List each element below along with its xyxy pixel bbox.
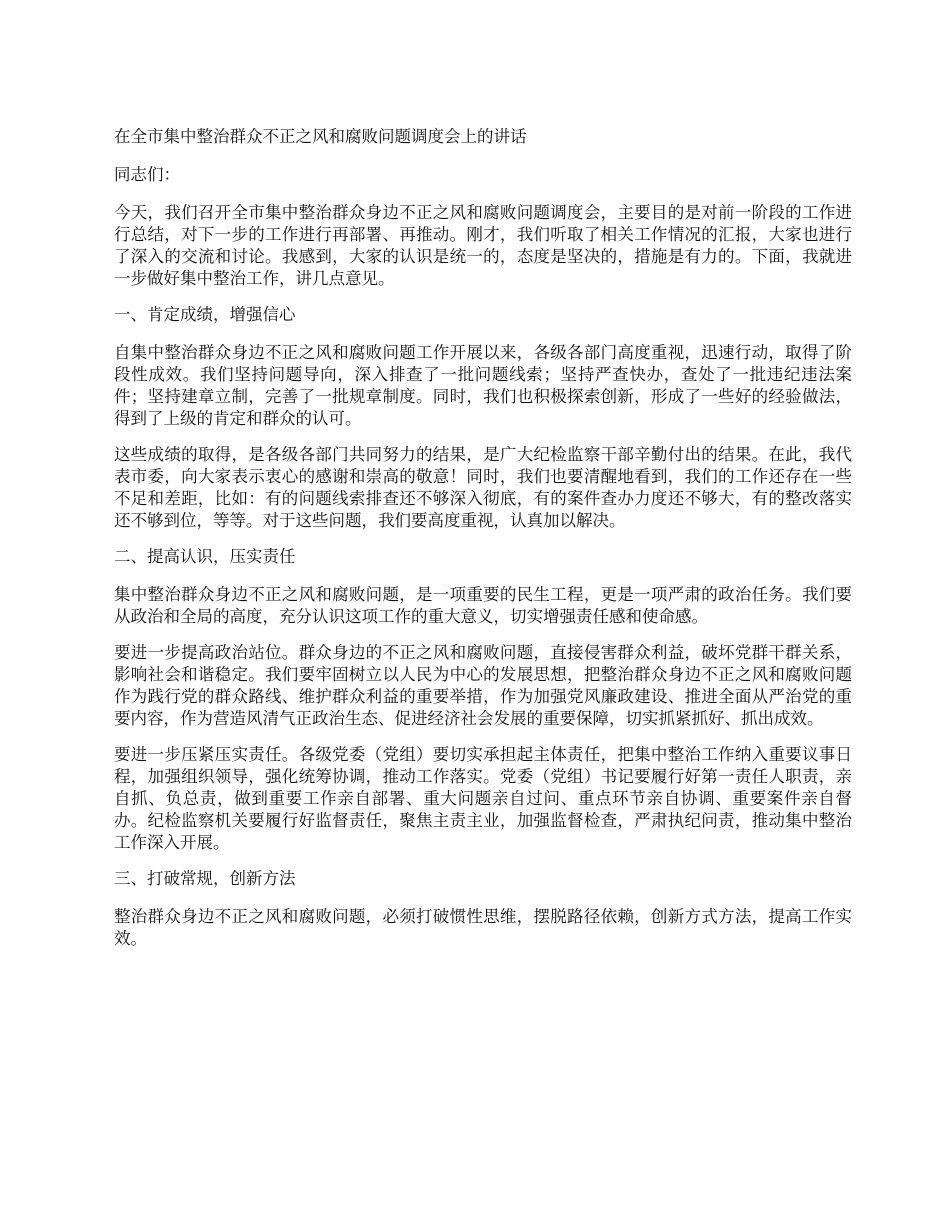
intro-paragraph: 今天，我们召开全市集中整治群众身边不正之风和腐败问题调度会，主要目的是对前一阶段的工作进行总结，对下一步的工作进行再部署、再推动。刚才，我们听取了相关工作情况的汇报，大家也进行了深入的交流和讨论。我感到，大家的认识是统一的，态度是坚决的，措施是有力的。下面，我就进一步做好集中整治工作，讲几点意见。 [114, 203, 852, 288]
document-title: 在全市集中整治群众不正之风和腐败问题调度会上的讲话 [114, 127, 527, 146]
section-1-paragraph-1: 自集中整治群众身边不正之风和腐败问题工作开展以来，各级各部门高度重视，迅速行动，取得了阶段性成效。我们坚持问题导向，深入排查了一批问题线索；坚持严查快办，查处了一批违纪违法案件；坚持建章立制，完善了一批规章制度。同时，我们也积极探索创新，形成了一些好的经验做法，得到了上级的肯定和群众的认可。 [114, 343, 852, 428]
section-heading-2: 二、提高认识，压实责任 [114, 547, 296, 566]
section-3-paragraph-1: 整治群众身边不正之风和腐败问题，必须打破惯性思维，摆脱路径依赖，创新方式方法，提高工作实效。 [114, 907, 852, 948]
section-heading-1: 一、肯定成绩，增强信心 [114, 305, 296, 324]
section-heading-3: 三、打破常规，创新方法 [114, 869, 296, 888]
section-2-paragraph-1: 集中整治群众身边不正之风和腐败问题，是一项重要的民生工程，更是一项严肃的政治任务。我们要从政治和全局的高度，充分认识这项工作的重大意义，切实增强责任感和使命感。 [114, 585, 852, 626]
document-page [114, 118, 852, 964]
section-2-paragraph-3: 要进一步压紧压实责任。各级党委（党组）要切实承担起主体责任，把集中整治工作纳入重要议事日程，加强组织领导，强化统筹协调，推动工作落实。党委（党组）书记要履行好第一责任人职责，亲自抓、负总责，做到重要工作亲自部署、重大问题亲自过问、重点环节亲自协调、重要案件亲自督办。纪检监察机关要履行好监督责任，聚焦主责主业，加强监督检查，严肃执纪问责，推动集中整治工作深入开展。 [114, 745, 852, 852]
section-2-paragraph-2: 要进一步提高政治站位。群众身边的不正之风和腐败问题，直接侵害群众利益，破坏党群干群关系，影响社会和谐稳定。我们要牢固树立以人民为中心的发展思想，把整治群众身边不正之风和腐败问题作为践行党的群众路线、维护群众利益的重要举措，作为加强党风廉政建设、推进全面从严治党的重要内容，作为营造风清气正政治生态、促进经济社会发展的重要保障，切实抓紧抓好、抓出成效。 [114, 643, 852, 728]
salutation: 同志们： [114, 165, 180, 184]
section-1-paragraph-2: 这些成绩的取得，是各级各部门共同努力的结果，是广大纪检监察干部辛勤付出的结果。在此，我代表市委，向大家表示衷心的感谢和崇高的敬意！同时，我们也要清醒地看到，我们的工作还存在一些不足和差距，比如：有的问题线索排查还不够深入彻底，有的案件查办力度还不够大，有的整改落实还不够到位，等等。对于这些问题，我们要高度重视，认真加以解决。 [114, 445, 852, 530]
